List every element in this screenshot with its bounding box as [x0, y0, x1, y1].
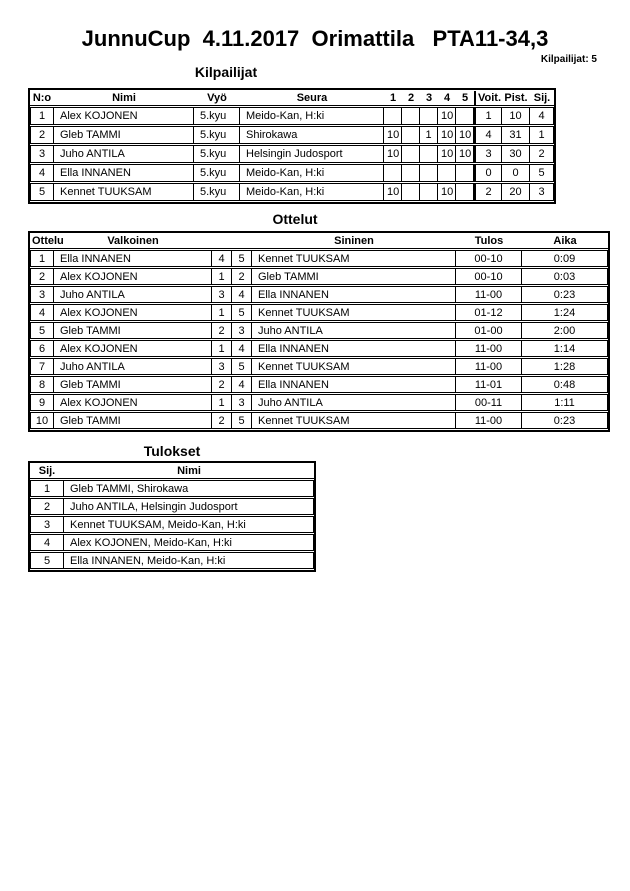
- table-cell: 5.kyu: [194, 126, 240, 144]
- table-cell: [402, 164, 420, 182]
- table-cell: 2: [212, 412, 232, 429]
- competitors-count: Kilpailijat: 5: [540, 54, 597, 65]
- tulokset-table: [28, 461, 316, 572]
- result-row: [30, 516, 314, 533]
- match-row: [30, 304, 608, 321]
- table-cell: Gleb TAMMI, Shirokawa: [64, 480, 314, 497]
- table-cell: 1:14: [522, 340, 608, 357]
- match-row: [30, 412, 608, 429]
- table-cell: [402, 145, 420, 163]
- col-header-blue-number: [232, 234, 252, 249]
- table-cell: 3: [212, 358, 232, 375]
- table-cell: [420, 145, 438, 163]
- table-cell: 4: [30, 304, 54, 321]
- table-cell: 5.kyu: [194, 164, 240, 182]
- match-row: [30, 286, 608, 303]
- result-row: [30, 552, 314, 569]
- table-cell: 1: [212, 304, 232, 321]
- match-row: [30, 250, 608, 267]
- table-cell: 0:23: [522, 286, 608, 303]
- table-cell: 4: [212, 250, 232, 267]
- competitor-row: [30, 107, 554, 125]
- match-row: [30, 340, 608, 357]
- table-cell: 5: [232, 412, 252, 429]
- col-header-nimi: Nimi: [54, 91, 194, 106]
- col-header-pist: Pist.: [502, 91, 530, 106]
- ottelut-heading: Ottelut: [272, 211, 318, 227]
- table-cell: Kennet TUUKSAM: [54, 183, 194, 201]
- col-header-round-4: 4: [438, 91, 456, 106]
- table-cell: 31: [502, 126, 530, 144]
- table-cell: 9: [30, 394, 54, 411]
- table-cell: 0:09: [522, 250, 608, 267]
- table-cell: Kennet TUUKSAM: [252, 358, 456, 375]
- table-cell: 2: [212, 322, 232, 339]
- competitor-row: [30, 183, 554, 201]
- col-header-sij: Sij.: [30, 464, 64, 479]
- table-cell: [456, 183, 474, 201]
- table-cell: 10: [384, 183, 402, 201]
- table-cell: 3: [30, 516, 64, 533]
- table-cell: 3: [212, 286, 232, 303]
- col-header-seura: Seura: [240, 91, 384, 106]
- table-cell: 00-10: [456, 250, 522, 267]
- result-row: [30, 498, 314, 515]
- table-cell: 4: [30, 534, 64, 551]
- match-row: [30, 376, 608, 393]
- match-row: [30, 394, 608, 411]
- table-cell: [384, 107, 402, 125]
- table-cell: 2: [232, 268, 252, 285]
- table-cell: Alex KOJONEN, Meido-Kan, H:ki: [64, 534, 314, 551]
- table-cell: 4: [30, 164, 54, 182]
- table-cell: 0:23: [522, 412, 608, 429]
- table-cell: 10: [502, 107, 530, 125]
- table-cell: 1: [30, 107, 54, 125]
- table-cell: 01-00: [456, 322, 522, 339]
- table-cell: Kennet TUUKSAM: [252, 250, 456, 267]
- table-cell: 5: [30, 552, 64, 569]
- col-header-no: N:o: [30, 91, 54, 106]
- table-cell: Helsingin Judosport: [240, 145, 384, 163]
- table-cell: 1:11: [522, 394, 608, 411]
- table-cell: Gleb TAMMI: [54, 322, 212, 339]
- table-cell: 11-00: [456, 358, 522, 375]
- table-cell: 4: [530, 107, 554, 125]
- table-cell: Meido-Kan, H:ki: [240, 183, 384, 201]
- table-cell: 5: [530, 164, 554, 182]
- kilpailijat-heading: Kilpailijat: [194, 64, 258, 80]
- table-cell: 1:24: [522, 304, 608, 321]
- table-cell: Gleb TAMMI: [252, 268, 456, 285]
- table-cell: 0: [502, 164, 530, 182]
- table-cell: Alex KOJONEN: [54, 268, 212, 285]
- table-cell: Juho ANTILA: [54, 358, 212, 375]
- table-cell: 1: [474, 107, 502, 125]
- table-cell: 5.kyu: [194, 145, 240, 163]
- table-cell: 10: [438, 145, 456, 163]
- table-cell: [420, 107, 438, 125]
- table-cell: 00-11: [456, 394, 522, 411]
- table-cell: 2: [212, 376, 232, 393]
- table-cell: 00-10: [456, 268, 522, 285]
- kilpailijat-table: [28, 88, 556, 204]
- table-cell: 7: [30, 358, 54, 375]
- table-cell: 30: [502, 145, 530, 163]
- table-cell: 1: [212, 268, 232, 285]
- table-cell: 1: [420, 126, 438, 144]
- table-cell: 3: [474, 145, 502, 163]
- table-cell: 10: [384, 126, 402, 144]
- table-cell: 10: [30, 412, 54, 429]
- table-cell: 1: [530, 126, 554, 144]
- table-cell: 8: [30, 376, 54, 393]
- col-header-vyo: Vyö: [194, 91, 240, 106]
- final-results-table: [30, 463, 314, 570]
- competitors-table: [30, 90, 554, 202]
- table-cell: Juho ANTILA: [54, 145, 194, 163]
- matches-table: [30, 233, 608, 430]
- table-cell: Ella INNANEN, Meido-Kan, H:ki: [64, 552, 314, 569]
- table-cell: Alex KOJONEN: [54, 394, 212, 411]
- table-cell: 2:00: [522, 322, 608, 339]
- table-cell: 1: [30, 250, 54, 267]
- table-cell: 10: [438, 126, 456, 144]
- col-header-white-number: [212, 234, 232, 249]
- table-cell: Juho ANTILA: [252, 322, 456, 339]
- table-cell: Juho ANTILA, Helsingin Judosport: [64, 498, 314, 515]
- table-cell: 01-12: [456, 304, 522, 321]
- table-cell: 5: [30, 183, 54, 201]
- table-cell: 3: [30, 145, 54, 163]
- table-cell: Gleb TAMMI: [54, 126, 194, 144]
- table-cell: Ella INNANEN: [252, 340, 456, 357]
- table-cell: Kennet TUUKSAM: [252, 304, 456, 321]
- table-cell: Juho ANTILA: [252, 394, 456, 411]
- matches-header-row: [30, 234, 608, 249]
- results-header-row: [30, 464, 314, 479]
- table-cell: 1: [212, 340, 232, 357]
- table-cell: 1: [30, 480, 64, 497]
- table-cell: 5: [30, 322, 54, 339]
- table-cell: 3: [530, 183, 554, 201]
- table-cell: Kennet TUUKSAM, Meido-Kan, H:ki: [64, 516, 314, 533]
- table-cell: 4: [232, 376, 252, 393]
- table-cell: Ella INNANEN: [54, 164, 194, 182]
- table-cell: 5.kyu: [194, 183, 240, 201]
- table-cell: 6: [30, 340, 54, 357]
- table-cell: Alex KOJONEN: [54, 340, 212, 357]
- match-row: [30, 268, 608, 285]
- competitor-row: [30, 164, 554, 182]
- table-cell: 0:03: [522, 268, 608, 285]
- table-cell: Kennet TUUKSAM: [252, 412, 456, 429]
- col-header-round-5: 5: [456, 91, 474, 106]
- table-cell: 5: [232, 250, 252, 267]
- table-cell: [402, 107, 420, 125]
- table-cell: Gleb TAMMI: [54, 376, 212, 393]
- table-cell: [402, 126, 420, 144]
- table-cell: Shirokawa: [240, 126, 384, 144]
- table-cell: [456, 107, 474, 125]
- table-cell: Alex KOJONEN: [54, 107, 194, 125]
- table-cell: 4: [232, 340, 252, 357]
- table-cell: 11-00: [456, 340, 522, 357]
- table-cell: 3: [232, 322, 252, 339]
- result-row: [30, 480, 314, 497]
- table-cell: 1: [212, 394, 232, 411]
- col-header-sij: Sij.: [530, 91, 554, 106]
- table-cell: 0: [474, 164, 502, 182]
- competitor-row: [30, 145, 554, 163]
- col-header-round-3: 3: [420, 91, 438, 106]
- table-cell: Alex KOJONEN: [54, 304, 212, 321]
- col-header-sininen: Sininen: [252, 234, 456, 249]
- table-cell: [420, 183, 438, 201]
- table-cell: Meido-Kan, H:ki: [240, 164, 384, 182]
- table-cell: 2: [30, 126, 54, 144]
- table-cell: 0:48: [522, 376, 608, 393]
- result-row: [30, 534, 314, 551]
- col-header-valkoinen: Valkoinen: [54, 234, 212, 249]
- tulokset-heading: Tulokset: [143, 443, 201, 459]
- table-cell: Gleb TAMMI: [54, 412, 212, 429]
- match-row: [30, 358, 608, 375]
- table-cell: 4: [474, 126, 502, 144]
- table-cell: 3: [30, 286, 54, 303]
- table-cell: Ella INNANEN: [252, 286, 456, 303]
- table-cell: 10: [456, 126, 474, 144]
- table-cell: Juho ANTILA: [54, 286, 212, 303]
- table-cell: 10: [384, 145, 402, 163]
- table-cell: 1:28: [522, 358, 608, 375]
- table-cell: 5: [232, 304, 252, 321]
- ottelut-table: [28, 231, 610, 432]
- table-cell: 2: [530, 145, 554, 163]
- col-header-ottelu: Ottelu: [32, 235, 64, 247]
- table-cell: Ella INNANEN: [252, 376, 456, 393]
- table-cell: 11-01: [456, 376, 522, 393]
- match-row: [30, 322, 608, 339]
- table-cell: 5.kyu: [194, 107, 240, 125]
- col-header-nimi: Nimi: [64, 464, 314, 479]
- col-header-voit: Voit.: [474, 91, 502, 106]
- col-header-aika: Aika: [522, 234, 608, 249]
- table-cell: 2: [30, 268, 54, 285]
- page-title: JunnuCup 4.11.2017 Orimattila PTA11-34,3: [81, 26, 549, 51]
- table-cell: 10: [438, 183, 456, 201]
- table-cell: 11-00: [456, 286, 522, 303]
- col-header-tulos: Tulos: [456, 234, 522, 249]
- col-header-round-1: 1: [384, 91, 402, 106]
- table-cell: 5: [232, 358, 252, 375]
- competitors-header-row: [30, 91, 554, 106]
- table-cell: 2: [474, 183, 502, 201]
- table-cell: [384, 164, 402, 182]
- table-cell: 3: [232, 394, 252, 411]
- table-cell: 11-00: [456, 412, 522, 429]
- table-cell: Meido-Kan, H:ki: [240, 107, 384, 125]
- table-cell: Ella INNANEN: [54, 250, 212, 267]
- table-cell: [456, 164, 474, 182]
- table-cell: 20: [502, 183, 530, 201]
- table-cell: [438, 164, 456, 182]
- table-cell: 4: [232, 286, 252, 303]
- competitor-row: [30, 126, 554, 144]
- col-header-round-2: 2: [402, 91, 420, 106]
- table-cell: 2: [30, 498, 64, 515]
- table-cell: [420, 164, 438, 182]
- table-cell: 10: [438, 107, 456, 125]
- table-cell: 10: [456, 145, 474, 163]
- table-cell: [402, 183, 420, 201]
